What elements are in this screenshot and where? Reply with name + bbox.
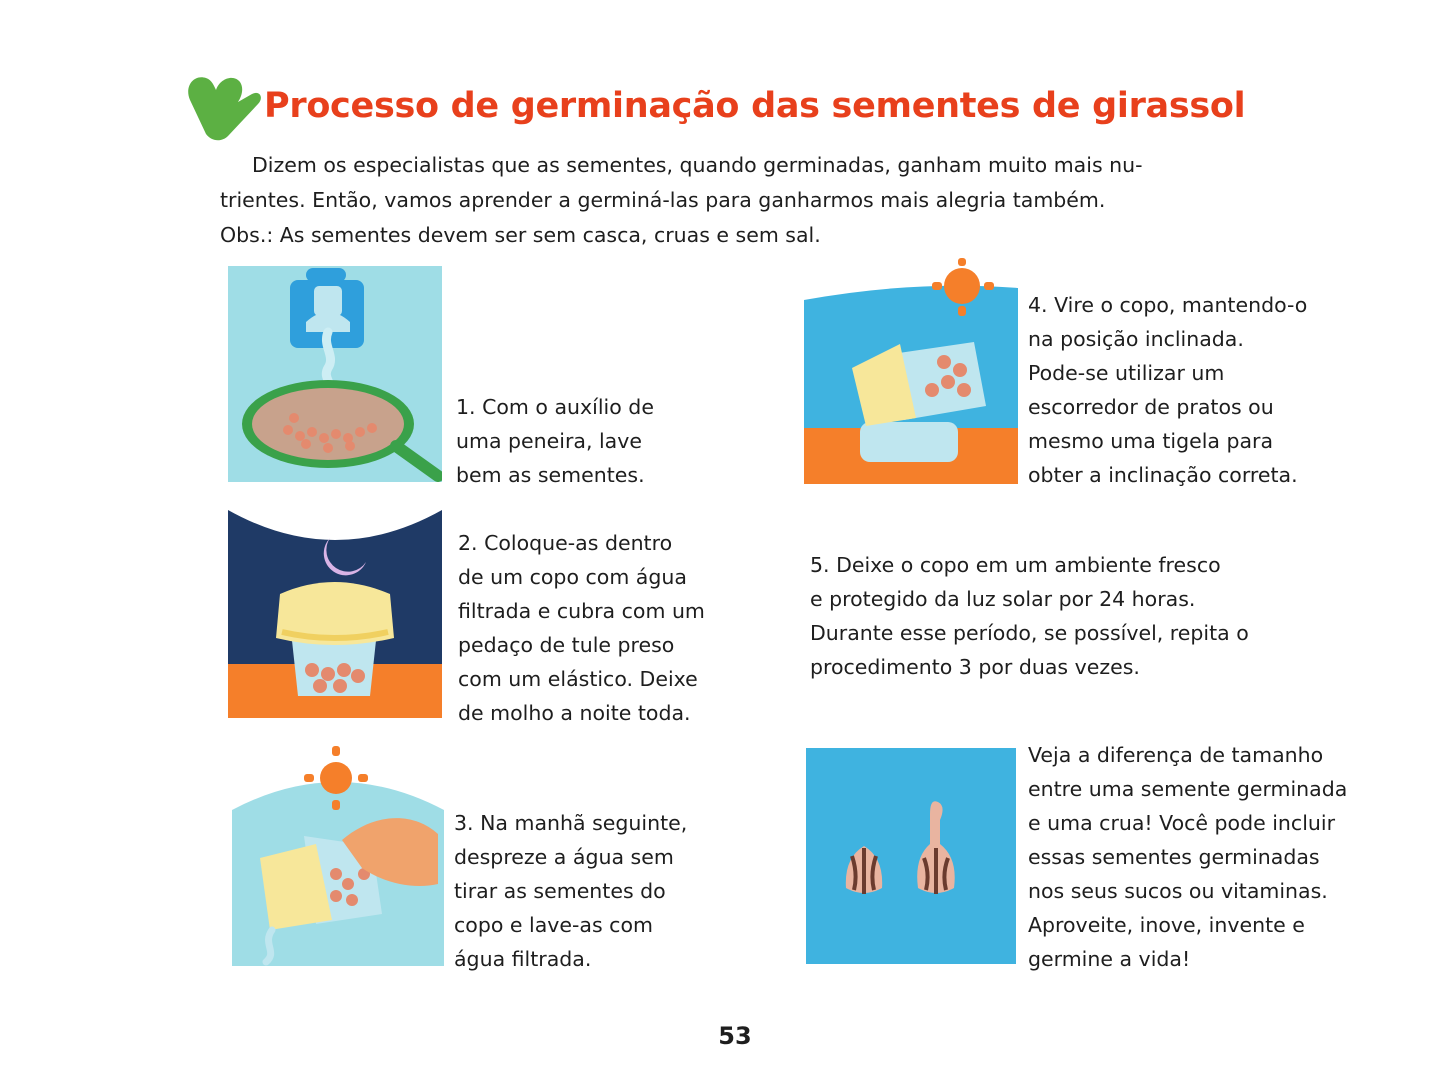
step-line: 3. Na manhã seguinte, (454, 811, 688, 835)
step-line: uma peneira, lave (456, 429, 642, 453)
green-mitten-icon (182, 66, 262, 146)
step-line: Durante esse período, se possível, repita o (810, 621, 1249, 645)
seed-comparison-illustration (806, 748, 1016, 964)
page-number: 53 (718, 1022, 752, 1050)
step-line: copo e lave-as com (454, 913, 653, 937)
step-line: e uma crua! Você pode incluir (1028, 811, 1335, 835)
step-line: 1. Com o auxílio de (456, 395, 654, 419)
step-2-text (458, 526, 705, 730)
step-line: mesmo uma tigela para (1028, 429, 1274, 453)
step-line: 4. Vire o copo, mantendo-o (1028, 293, 1308, 317)
step-3-text (454, 806, 687, 976)
step-4-text (1028, 288, 1307, 492)
step-line: nos seus sucos ou vitaminas. (1028, 879, 1328, 903)
step-line: bem as sementes. (456, 463, 645, 487)
step-line: tirar as sementes do (454, 879, 666, 903)
conclusion-text (1028, 738, 1347, 976)
intro-line: Obs.: As sementes devem ser sem casca, cruas e sem sal. (220, 223, 821, 247)
step-5-text (810, 548, 1249, 684)
step-line: germine a vida! (1028, 947, 1191, 971)
step-line: Pode-se utilizar um (1028, 361, 1225, 385)
step-1-text (456, 390, 654, 492)
sieve-washing-illustration (228, 266, 442, 482)
step-line: 2. Coloque-as dentro (458, 531, 673, 555)
rinsing-glass-illustration (232, 744, 444, 966)
step-line: procedimento 3 por duas vezes. (810, 655, 1140, 679)
step-line: filtrada e cubra com um (458, 599, 705, 623)
step-line: entre uma semente germinada (1028, 777, 1348, 801)
intro-line: Dizem os especialistas que as sementes, quando germinadas, ganham muito mais nu- (252, 153, 1143, 177)
step-line: de molho a noite toda. (458, 701, 691, 725)
step-line: obter a inclinação correta. (1028, 463, 1298, 487)
tilted-glass-illustration (804, 258, 1018, 484)
step-line: escorredor de pratos ou (1028, 395, 1274, 419)
step-line: de um copo com água (458, 565, 687, 589)
step-line: Aproveite, inove, invente e (1028, 913, 1305, 937)
step-line: na posição inclinada. (1028, 327, 1244, 351)
step-line: pedaço de tule preso (458, 633, 675, 657)
step-line: e protegido da luz solar por 24 horas. (810, 587, 1196, 611)
step-line: água filtrada. (454, 947, 592, 971)
page-title: Processo de germinação das sementes de girassol (264, 86, 1246, 126)
step-line: essas sementes germinadas (1028, 845, 1320, 869)
intro-line: trientes. Então, vamos aprender a germiná-las para ganharmos mais alegria também. (220, 188, 1106, 212)
soaking-glass-illustration (228, 510, 442, 718)
step-line: Veja a diferença de tamanho (1028, 743, 1324, 767)
intro-text (220, 148, 1260, 253)
step-line: com um elástico. Deixe (458, 667, 698, 691)
step-line: despreze a água sem (454, 845, 674, 869)
step-line: 5. Deixe o copo em um ambiente fresco (810, 553, 1221, 577)
